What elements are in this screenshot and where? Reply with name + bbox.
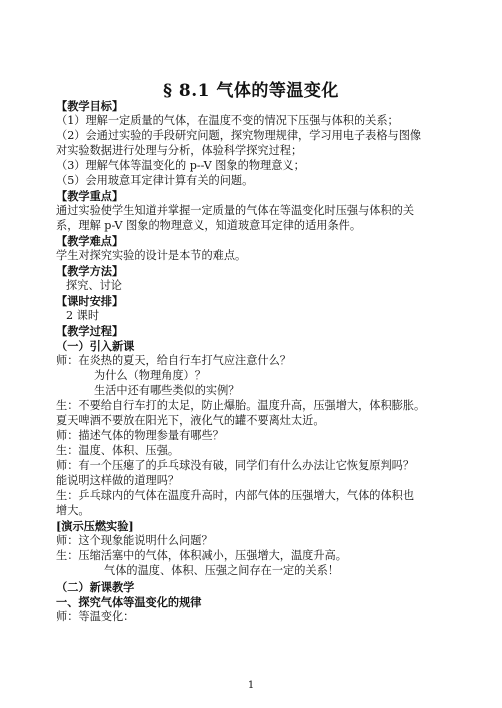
heading-key-points: 【教学重点】 bbox=[56, 189, 124, 203]
heading-methods: 【教学方法】 bbox=[56, 264, 124, 278]
text-line: 学生对探究实验的设计是本节的难点。 bbox=[56, 249, 247, 262]
text-line: 通过实验使学生知道并掌握一定质量的气体在等温变化时压强与体积的关 bbox=[56, 204, 415, 217]
heading-new-lesson: （二）新课教学 bbox=[56, 580, 135, 594]
text-line: 能说明这样做的道理吗？ bbox=[56, 474, 180, 487]
text-line: 生：乒乓球内的气体在温度升高时，内部气体的压强增大，气体的体积也 bbox=[56, 489, 415, 502]
text-line: （2）会通过实验的手段研究问题，探究物理规律，学习用电子表格与图像 bbox=[56, 129, 422, 142]
heading-introduction: （一）引入新课 bbox=[56, 339, 135, 353]
text-line: 生：压缩活塞中的气体，体积减小，压强增大，温度升高。 bbox=[56, 549, 347, 562]
text-line: 师：这个现象能说明什么问题？ bbox=[56, 534, 213, 547]
text-line: 气体的温度、体积、压强之间存在一定的关系！ bbox=[104, 564, 339, 577]
text-line: 夏天啤酒不要放在阳光下，液化气的罐不要离灶太近。 bbox=[56, 414, 325, 427]
heading-demo-experiment: [演示压燃实验] bbox=[56, 519, 134, 533]
text-line: 生：温度、体积、压强。 bbox=[56, 444, 180, 457]
text-line: （5）会用玻意耳定律计算有关的问题。 bbox=[56, 174, 254, 187]
heading-difficulties: 【教学难点】 bbox=[56, 234, 124, 248]
text-line: 师：在炎热的夏天，给自行车打气应注意什么？ bbox=[56, 354, 291, 367]
text-line: 探究、讨论 bbox=[66, 279, 122, 292]
heading-process: 【教学过程】 bbox=[56, 324, 124, 338]
heading-schedule: 【课时安排】 bbox=[56, 294, 124, 308]
heading-section-one: 一、探究气体等温变化的规律 bbox=[56, 595, 202, 609]
text-line: 对实验数据进行处理与分析，体验科学探究过程； bbox=[56, 144, 303, 157]
text-line: 师：描述气体的物理参量有哪些？ bbox=[56, 429, 224, 442]
text-line: 系，理解 p-V 图象的物理意义，知道玻意耳定律的适用条件。 bbox=[56, 219, 362, 232]
text-line: （1）理解一定质量的气体，在温度不变的情况下压强与体积的关系； bbox=[56, 114, 399, 127]
text-line: 为什么（物理角度）？ bbox=[94, 369, 206, 382]
text-line: 增大。 bbox=[56, 504, 90, 517]
page-title: § 8.1 气体的等温变化 bbox=[163, 81, 339, 101]
text-line: 生活中还有哪些类似的实例？ bbox=[94, 384, 240, 397]
heading-objectives: 【教学目标】 bbox=[56, 99, 124, 113]
page-number: 1 bbox=[247, 680, 255, 691]
text-line: 师：等温变化： bbox=[56, 610, 135, 623]
text-line: 师：有一个压瘪了的乒乓球没有破，同学们有什么办法让它恢复原判吗？ bbox=[56, 459, 415, 472]
text-line: （3）理解气体等温变化的 p--V 图象的物理意义； bbox=[56, 159, 305, 172]
text-line: 2 课时 bbox=[66, 309, 100, 322]
text-line: 生：不要给自行车打的太足，防止爆胎。温度升高，压强增大，体积膨胀。 bbox=[56, 399, 426, 412]
